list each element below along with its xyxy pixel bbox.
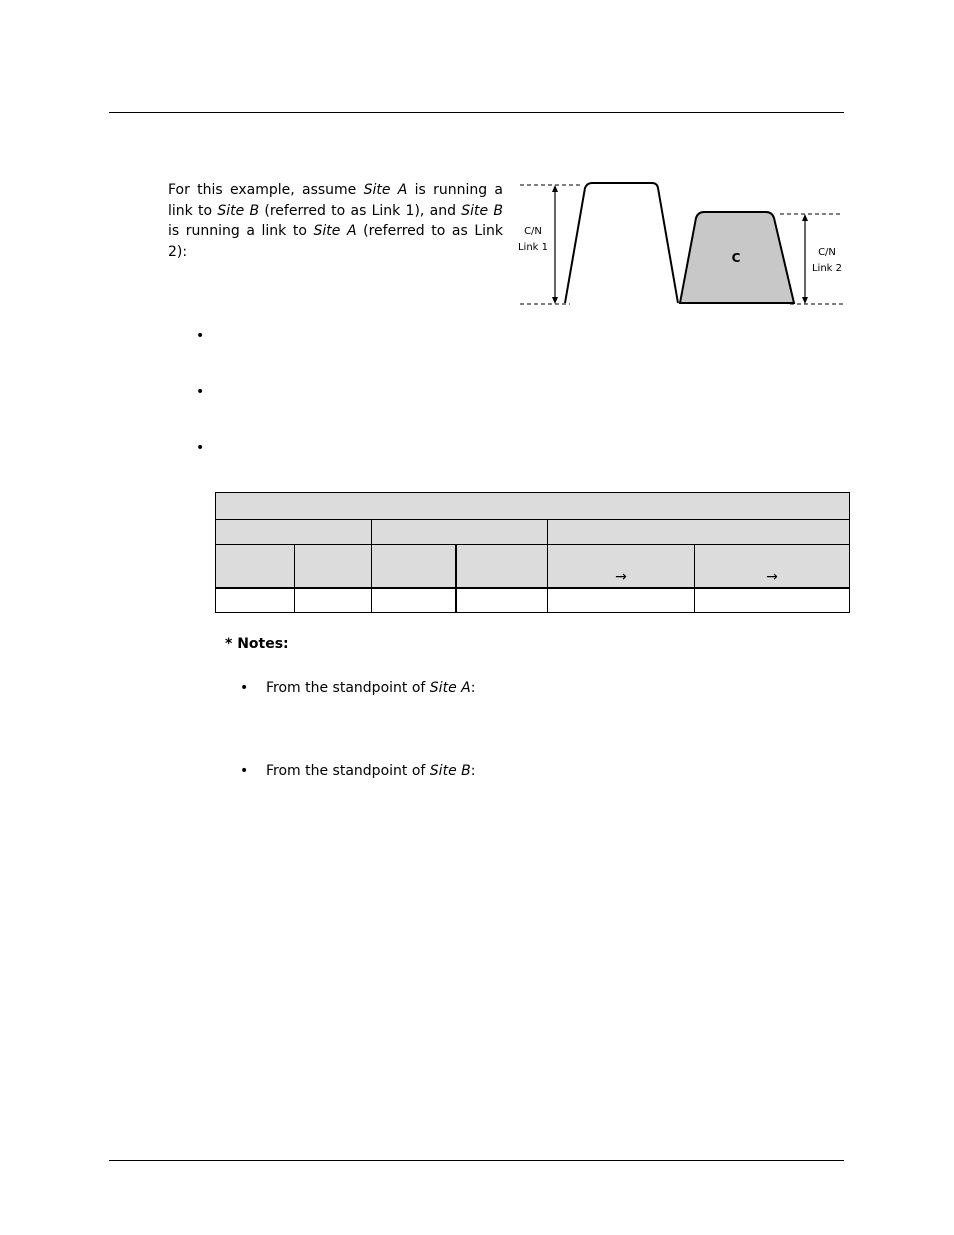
table-title-row — [216, 493, 850, 520]
site-a-ref: Site A — [363, 182, 408, 198]
table-cell — [295, 588, 372, 613]
site-b-ref: Site B — [217, 202, 260, 219]
note-suffix: : — [470, 680, 476, 696]
note-site: Site A — [429, 680, 471, 696]
intro-text: (referred to as Link 2): — [168, 223, 504, 260]
table-group-cell — [216, 520, 372, 545]
note-site-b — [240, 763, 475, 779]
intro-text: (referred to as Link 1), and — [259, 202, 462, 219]
bullet-3: • — [196, 440, 205, 456]
intro-text: is running a link to — [168, 182, 504, 219]
note-bullet: • — [240, 680, 249, 696]
intro-text: For this example, assume — [168, 182, 364, 198]
table-group-cell — [372, 520, 548, 545]
bullet-1: • — [196, 328, 205, 344]
note-text: From the standpoint of — [266, 680, 430, 696]
carrier-label: C — [731, 251, 741, 265]
footer-rule — [109, 1160, 844, 1161]
table-cell — [548, 588, 695, 613]
note-site: Site B — [429, 763, 471, 779]
table-header-arrow-cell — [548, 545, 695, 588]
header-rule — [109, 112, 844, 113]
table-title-cell — [216, 493, 850, 520]
site-a-ref: Site A — [313, 223, 357, 239]
link-table — [215, 492, 850, 613]
link1-label-cn: C/N — [524, 226, 542, 237]
table-row — [216, 588, 850, 613]
table-header-arrow-cell — [695, 545, 850, 588]
table-group-cell — [548, 520, 850, 545]
table-cell — [372, 588, 456, 613]
table-group-row — [216, 520, 850, 545]
link1-arrowhead-up — [552, 185, 558, 192]
intro-paragraph — [168, 180, 503, 262]
notes-title: * Notes: — [225, 636, 289, 652]
link2-arrowhead-up — [802, 214, 808, 221]
right-arrow-icon: → — [615, 568, 627, 585]
note-site-a — [240, 680, 475, 696]
site-b-ref: Site B — [461, 202, 503, 219]
table-header-row — [216, 545, 850, 588]
carrier-link1 — [565, 183, 678, 303]
table-header-cell — [295, 545, 372, 588]
bullet-2: • — [196, 384, 205, 400]
note-suffix: : — [470, 763, 476, 779]
link1-label-link: Link 1 — [517, 242, 549, 253]
table-cell — [695, 588, 850, 613]
note-text: From the standpoint of — [266, 763, 430, 779]
table-cell — [456, 588, 548, 613]
link1-arrowhead-down — [552, 297, 558, 304]
note-bullet: • — [240, 763, 249, 779]
table-header-cell — [372, 545, 456, 588]
intro-text: is running a link to — [168, 223, 314, 239]
carrier-diagram — [510, 170, 850, 315]
link2-label-link: Link 2 — [811, 263, 843, 274]
link2-arrowhead-down — [802, 297, 808, 304]
link2-label-cn: C/N — [818, 247, 836, 258]
right-arrow-icon: → — [766, 568, 778, 585]
table-header-cell — [456, 545, 548, 588]
table-header-cell — [216, 545, 295, 588]
table-cell — [216, 588, 295, 613]
